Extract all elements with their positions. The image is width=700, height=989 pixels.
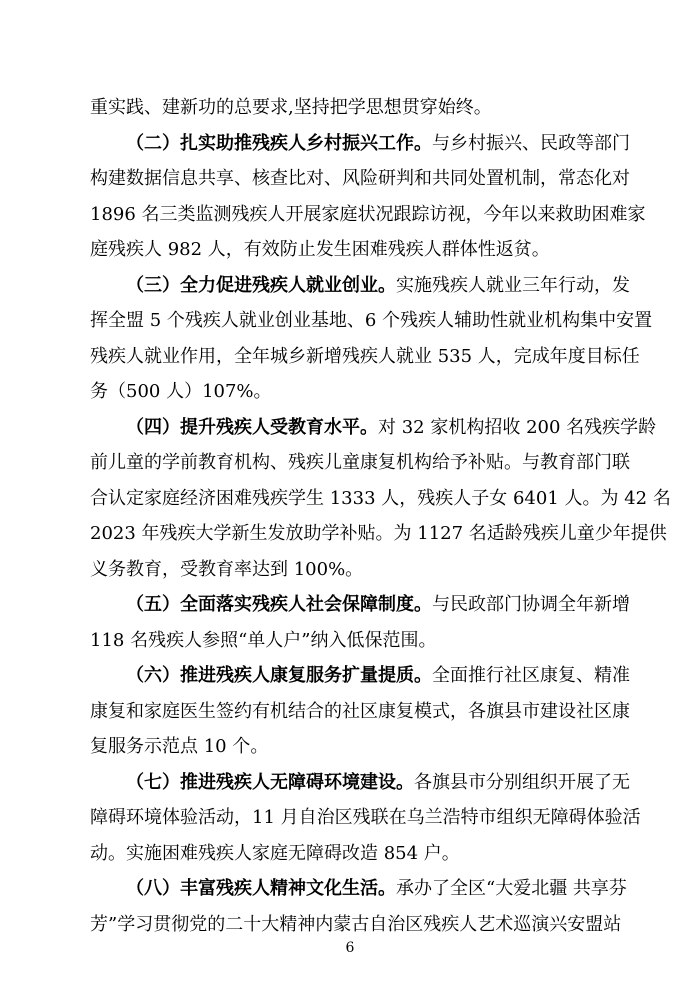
paragraph-text: 对 32 家机构招收 200 名残疾学龄 — [378, 416, 657, 438]
section-heading: （二）扎实助推残疾人乡村振兴工作。 — [126, 132, 432, 154]
paragraph-text: 与乡村振兴、民政等部门 — [432, 132, 630, 154]
paragraph-line: 1896 名三类监测残疾人开展家庭状况跟踪访视，今年以来救助困难家 — [90, 203, 646, 225]
paragraph-line — [90, 126, 630, 162]
paragraph-line: 动。实施困难残疾人家庭无障碍改造 854 户。 — [90, 842, 460, 864]
paragraph-line: 重实践、建新功的总要求,坚持把学思想贯穿始终。 — [90, 97, 492, 118]
section-heading: （五）全面落实残疾人社会保障制度。 — [126, 594, 432, 615]
paragraph-line: 残疾人就业作用，全年城乡新增残疾人就业 535 人，完成年度目标任 — [90, 345, 640, 367]
paragraph-line: 2023 年残疾大学新生发放助学补贴。为 1127 名适龄残疾儿童少年提供 — [90, 523, 667, 544]
paragraph-line: 构建数据信息共享、核查比对、风险研判和共同处置机制，常态化对 — [90, 168, 630, 189]
paragraph-line: 前儿童的学前教育机构、残疾儿童康复机构给予补贴。与教育部门联 — [90, 452, 630, 473]
paragraph-line: 挥全盟 5 个残疾人就业创业基地、6 个残疾人辅助性就业机构集中安置 — [90, 310, 653, 331]
paragraph-line: 复服务示范点 10 个。 — [90, 736, 269, 757]
paragraph-line — [90, 765, 630, 801]
paragraph-line: 务（500 人）107%。 — [90, 381, 272, 402]
section-heading: （八）丰富残疾人精神文化生活。 — [126, 878, 396, 899]
paragraph-line — [90, 658, 630, 694]
section-heading: （四）提升残疾人受教育水平。 — [126, 416, 378, 438]
section-heading: （三）全力促进残疾人就业创业。 — [126, 274, 396, 296]
section-heading: （六）推进残疾人康复服务扩量提质。 — [126, 665, 432, 686]
paragraph-line: 118 名残疾人参照“单人户”纳入低保范围。 — [90, 629, 437, 651]
paragraph-line — [90, 871, 627, 907]
paragraph-text: 各旗县市分别组织开展了无 — [414, 771, 630, 793]
paragraph-line — [90, 268, 630, 304]
paragraph-line — [90, 587, 630, 623]
paragraph-line: 康复和家庭医生签约有机结合的社区康复模式，各旗县市建设社区康 — [90, 700, 630, 722]
paragraph-line: 合认定家庭经济困难残疾学生 1333 人，残疾人子女 6401 人。为 42 名 — [90, 487, 671, 509]
page-number: 6 — [345, 940, 355, 956]
paragraph-text: 与民政部门协调全年新增 — [432, 594, 630, 615]
paragraph-line: 障碍环境体验活动，11 月自治区残联在乌兰浩特市组织无障碍体验活 — [90, 807, 641, 828]
paragraph-line — [90, 410, 657, 446]
paragraph-line: 义务教育，受教育率达到 100%。 — [90, 558, 364, 580]
paragraph-line: 庭残疾人 982 人，有效防止发生困难残疾人群体性返贫。 — [90, 239, 550, 260]
paragraph-text: 承办了全区“大爱北疆 共享芬 — [396, 878, 627, 899]
paragraph-text: 实施残疾人就业三年行动，发 — [396, 274, 630, 296]
paragraph-text: 全面推行社区康复、精准 — [432, 665, 630, 686]
paragraph-line: 芳”学习贯彻党的二十大精神内蒙古自治区残疾人艺术巡演兴安盟站 — [90, 913, 622, 935]
document-body — [90, 90, 671, 942]
section-heading: （七）推进残疾人无障碍环境建设。 — [126, 771, 414, 793]
